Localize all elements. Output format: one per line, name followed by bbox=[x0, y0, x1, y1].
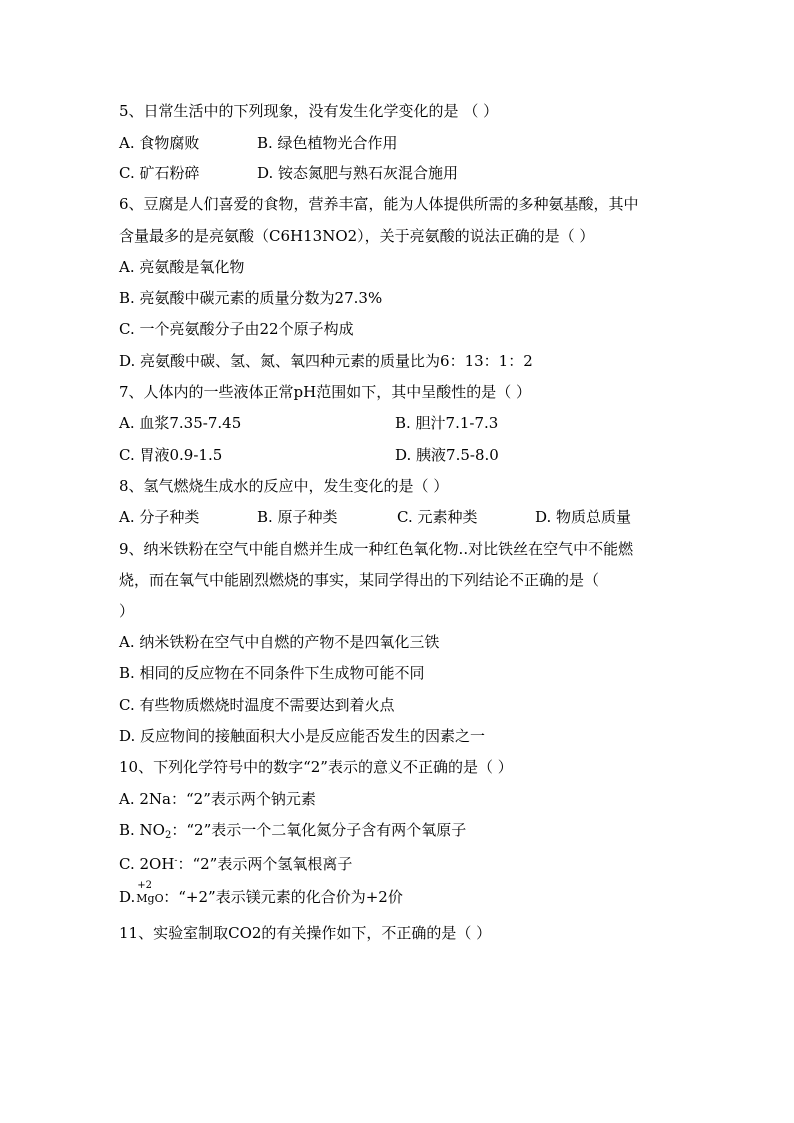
question-7-stem: 7、人体内的一些液体正常pH范围如下，其中呈酸性的是（ ） bbox=[119, 383, 531, 401]
option-d: D. 物质总质量 bbox=[535, 508, 632, 526]
question-8-stem: 8、氢气燃烧生成水的反应中，发生变化的是（ ） bbox=[119, 477, 449, 495]
option-d: D. 铵态氮肥与熟石灰混合施用 bbox=[257, 164, 459, 182]
option-b: B. 绿色植物光合作用 bbox=[257, 134, 398, 152]
option-b: B. 原子种类 bbox=[257, 508, 338, 526]
question-10-option-b bbox=[119, 819, 679, 841]
option-a-symbol: A. 2Na： bbox=[119, 790, 186, 808]
superscript: - bbox=[174, 856, 178, 866]
option-c: C. 胃液0.9-1.5 bbox=[119, 446, 223, 464]
question-5-options-row2 bbox=[119, 162, 679, 184]
question-10-stem: 10、下列化学符号中的数字“2”表示的意义不正确的是（ ） bbox=[119, 758, 513, 776]
question-10-option-d bbox=[119, 880, 679, 908]
question-9-option-c: C. 有些物质燃烧时温度不需要达到着火点 bbox=[119, 696, 395, 714]
option-a: A. 血浆7.35-7.45 bbox=[119, 414, 242, 432]
option-c: C. 矿石粉碎 bbox=[119, 164, 200, 182]
question-6-stem-line2: 含量最多的是亮氨酸（C6H13NO2），关于亮氨酸的说法正确的是（ ） bbox=[119, 227, 595, 245]
option-c-symbol: C. 2OH bbox=[119, 855, 175, 873]
option-d-text: ：“+2”表示镁元素的化合价为+2价 bbox=[163, 888, 403, 906]
option-c-text: ：“2”表示两个氢氧根离子 bbox=[177, 855, 353, 873]
option-b-symbol: B. NO bbox=[119, 821, 165, 839]
question-6-option-a: A. 亮氨酸是氧化物 bbox=[119, 258, 245, 276]
question-6-option-c: C. 一个亮氨酸分子由22个原子构成 bbox=[119, 320, 354, 338]
option-d-label: D. bbox=[119, 888, 136, 906]
question-7-options-row2 bbox=[119, 444, 679, 466]
subscript: 2 bbox=[164, 830, 172, 841]
option-a: A. 分子种类 bbox=[119, 508, 200, 526]
option-a: A. 食物腐败 bbox=[119, 134, 200, 152]
option-d: D. 胰液7.5-8.0 bbox=[395, 446, 499, 464]
question-7-options-row1 bbox=[119, 412, 679, 434]
question-5-stem: 5、日常生活中的下列现象，没有发生化学变化的是 （ ） bbox=[119, 102, 499, 120]
option-b: B. 胆汁7.1-7.3 bbox=[395, 414, 499, 432]
question-8-options bbox=[119, 506, 679, 528]
question-5-options-row1 bbox=[119, 132, 679, 154]
valence-charge: +2 bbox=[137, 880, 153, 891]
question-9-stem-line2: 烧，而在氧气中能剧烈燃烧的事实，某同学得出的下列结论不正确的是（ bbox=[119, 571, 600, 589]
question-9-option-b: B. 相同的反应物在不同条件下生成物可能不同 bbox=[119, 664, 425, 682]
question-9-stem-line3: ） bbox=[119, 602, 135, 620]
option-c: C. 元素种类 bbox=[397, 508, 478, 526]
option-b-text: ：“2”表示一个二氧化氮分子含有两个氧原子 bbox=[171, 821, 467, 839]
question-9-stem-line1: 9、纳米铁粉在空气中能自燃并生成一种红色氧化物..对比铁丝在空气中不能燃 bbox=[119, 540, 634, 558]
question-10-option-a bbox=[119, 788, 679, 810]
question-6-option-b: B. 亮氨酸中碳元素的质量分数为27.3% bbox=[119, 289, 383, 307]
question-11-stem: 11、实验室制取CO2的有关操作如下，不正确的是（ ） bbox=[119, 924, 492, 942]
question-6-stem-line1: 6、豆腐是人们喜爱的食物，营养丰富，能为人体提供所需的多种氨基酸，其中 bbox=[119, 195, 639, 213]
question-9-option-a: A. 纳米铁粉在空气中自燃的产物不是四氧化三铁 bbox=[119, 633, 440, 651]
question-10-option-c bbox=[119, 850, 679, 872]
question-6-option-d: D. 亮氨酸中碳、氢、氮、氧四种元素的质量比为6：13：1：2 bbox=[119, 352, 533, 370]
option-a-text: “2”表示两个钠元素 bbox=[185, 790, 316, 808]
valence-formula bbox=[135, 880, 164, 908]
question-9-option-d: D. 反应物间的接触面积大小是反应能否发生的因素之一 bbox=[119, 727, 486, 745]
chemical-formula: MgO bbox=[136, 892, 164, 905]
